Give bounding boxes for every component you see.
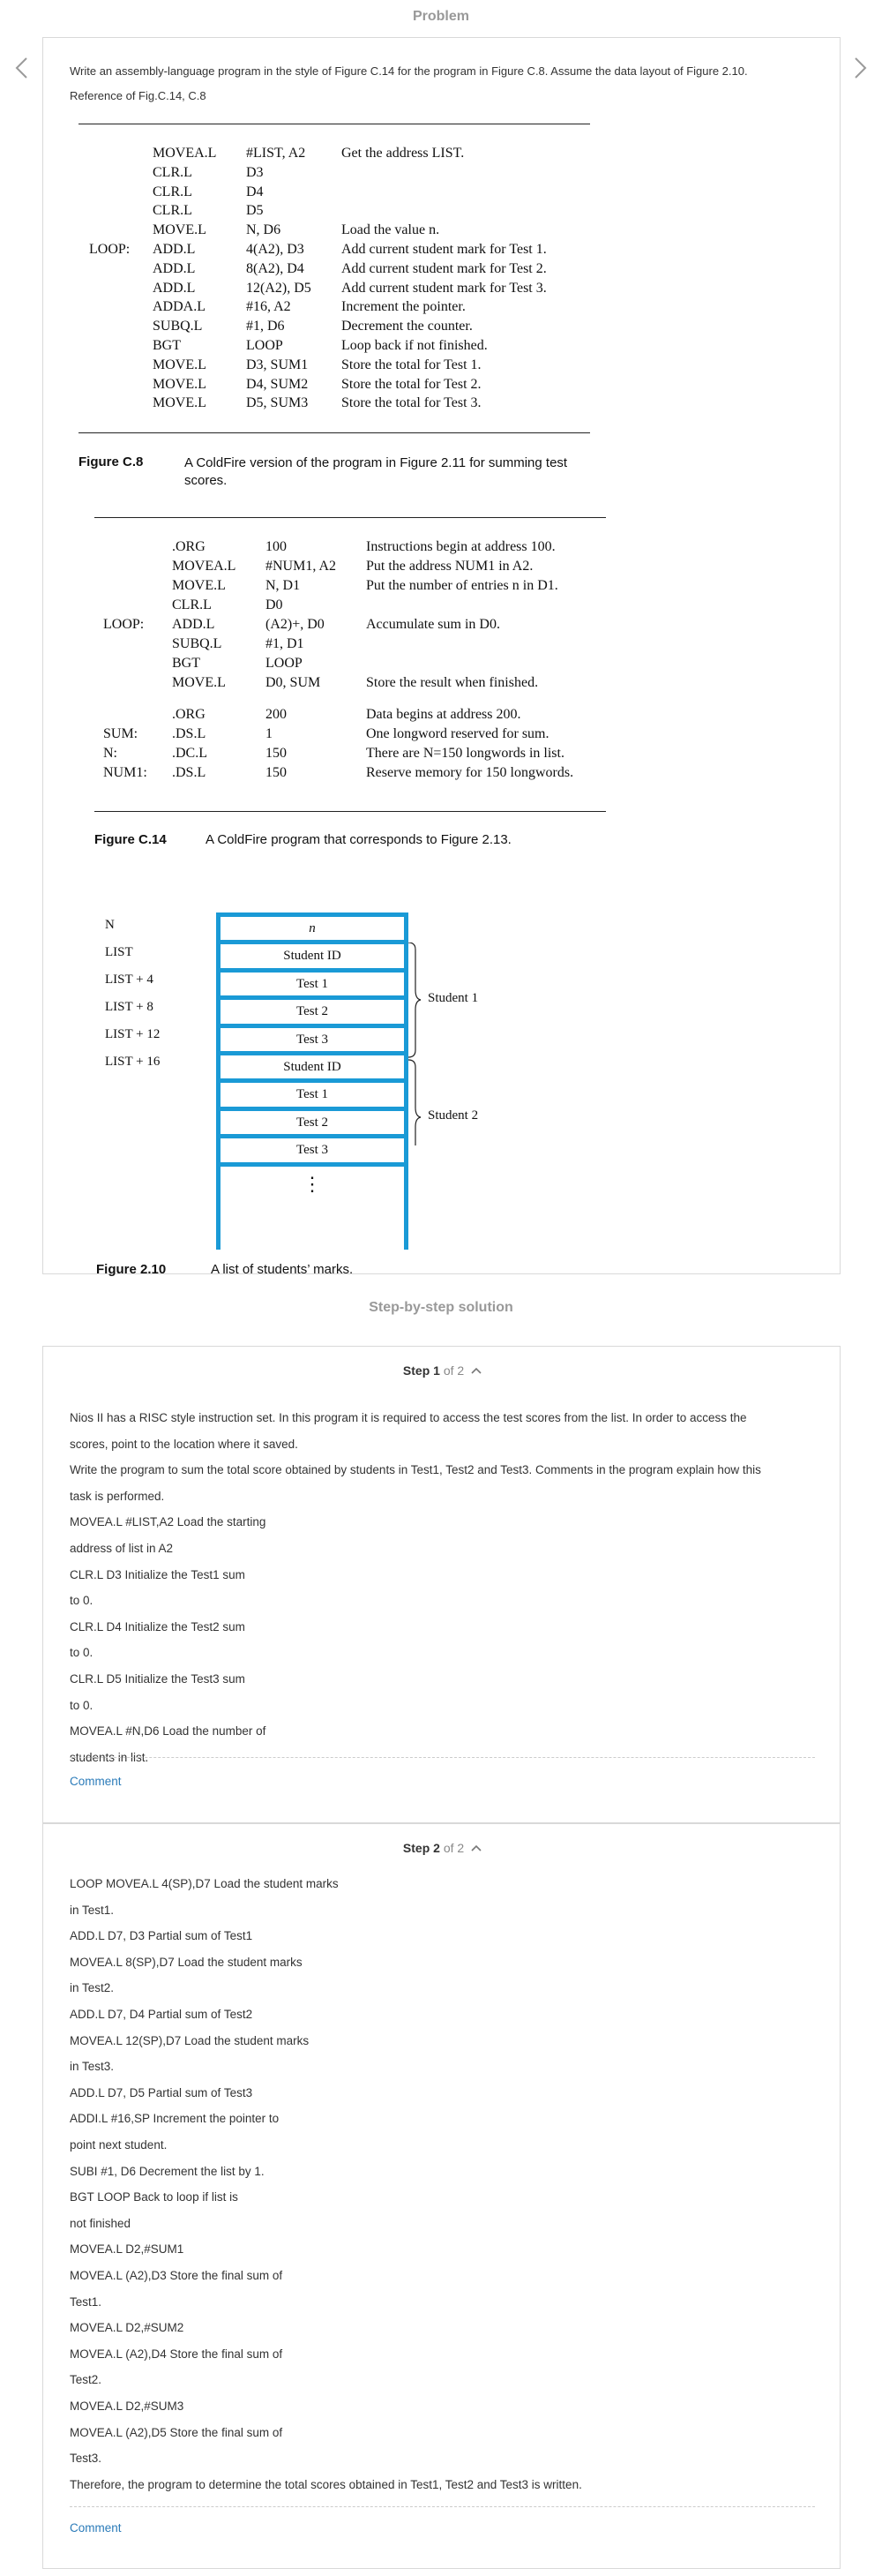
address-label: LIST + 8 <box>105 1000 153 1014</box>
code-arg: 150 <box>265 746 287 761</box>
address-label: LIST <box>105 945 133 959</box>
step2-line: ADD.L D7, D3 Partial sum of Test1 <box>70 1929 253 1943</box>
code-comment: There are N=150 longwords in list. <box>366 746 564 761</box>
step2-line: MOVEA.L (A2),D5 Store the final sum of <box>70 2425 283 2439</box>
step1-line: CLR.L D4 Initialize the Test2 sum <box>70 1619 245 1633</box>
code-arg: 1 <box>265 726 273 741</box>
code-op: CLR.L <box>153 203 192 219</box>
code-arg: #1, D6 <box>246 319 285 334</box>
code-comment: Put the address NUM1 in A2. <box>366 559 534 574</box>
solution-heading: Step-by-step solution <box>369 1300 513 1315</box>
problem-heading: Problem <box>412 9 469 24</box>
memory-ellipsis: ⋮ <box>303 1172 322 1195</box>
code-op: .ORG <box>172 539 206 554</box>
figure-c8-caption <box>78 454 608 490</box>
code-op: ADD.L <box>153 242 196 257</box>
memory-cell: Student ID <box>283 1060 341 1074</box>
code-op: MOVE.L <box>153 222 206 238</box>
code-op: SUBQ.L <box>153 319 203 334</box>
figure-2-10-caption-text: A list of students’ marks. <box>211 1262 354 1277</box>
memory-layout-grid <box>220 914 405 1250</box>
figure-c8-caption-number: Figure C.8 <box>78 454 144 469</box>
step1-line: CLR.L D5 Initialize the Test3 sum <box>70 1672 245 1686</box>
chevron-up-icon[interactable] <box>471 1844 482 1852</box>
memory-cell: Test 2 <box>295 1115 329 1130</box>
step2-line: Test3. <box>70 2452 102 2466</box>
code-op: .DS.L <box>172 726 206 741</box>
step2-line: BGT LOOP Back to loop if list is <box>70 2190 238 2204</box>
code-comment: Put the number of entries n in D1. <box>366 578 558 593</box>
figure-c8 <box>78 124 608 529</box>
code-arg: 100 <box>265 539 287 554</box>
step1-comment-link[interactable]: Comment <box>70 1775 122 1788</box>
figure-c14-caption-number: Figure C.14 <box>94 832 167 847</box>
chevron-right-icon <box>847 55 873 81</box>
code-comment: Reserve memory for 150 longwords. <box>366 765 574 780</box>
step1-line: to 0. <box>70 1594 93 1608</box>
code-op: CLR.L <box>172 597 212 612</box>
step1-line: students in list. <box>70 1750 149 1764</box>
step1-line: CLR.L D3 Initialize the Test1 sum <box>70 1567 245 1581</box>
code-label: LOOP: <box>89 242 131 257</box>
code-arg: D0 <box>265 597 283 612</box>
code-arg: 4(A2), D3 <box>246 242 304 257</box>
step2-line: ADDI.L #16,SP Increment the pointer to <box>70 2112 280 2126</box>
step1-line: address of list in A2 <box>70 1542 174 1555</box>
brace-group-icon <box>407 943 424 1145</box>
memory-cell: Student ID <box>283 949 341 964</box>
problem-statement: Write an assembly-language program in the style of Figure C.14 for the program in Figure C.8. Assume the data layout of Figure 2.10. <box>70 64 748 78</box>
memory-cell: Test 1 <box>295 1087 329 1102</box>
prev-arrow-button[interactable] <box>9 55 35 81</box>
code-comment: Increment the pointer. <box>341 299 466 315</box>
figure-c14-caption-text: A ColdFire program that corresponds to Figure 2.13. <box>206 832 512 847</box>
address-label: LIST + 16 <box>105 1055 161 1069</box>
code-comment: Add current student mark for Test 1. <box>341 242 547 257</box>
step2-comment-link[interactable]: Comment <box>70 2521 122 2535</box>
code-op: .DC.L <box>172 746 207 761</box>
group-label-student1: Student 1 <box>428 991 479 1005</box>
step2-line: in Test1. <box>70 1903 115 1917</box>
memory-cell: Test 3 <box>295 1143 329 1158</box>
step2-line: ADD.L D7, D5 Partial sum of Test3 <box>70 2085 253 2099</box>
step1-line: task is performed. <box>70 1489 165 1503</box>
chevron-left-icon <box>9 55 35 81</box>
step2-line: in Test3. <box>70 2060 115 2074</box>
step1-card <box>42 1346 841 1823</box>
figure-c8-bottom-rule <box>78 432 590 433</box>
code-op: MOVE.L <box>172 578 226 593</box>
figure-2-10-caption <box>96 1262 625 1277</box>
step1-line: MOVEA.L #N,D6 Load the number of <box>70 1724 266 1739</box>
code-arg: D0, SUM <box>265 675 321 690</box>
code-op: ADDA.L <box>153 299 206 315</box>
code-comment: Data begins at address 200. <box>366 707 521 722</box>
figure-2-10-caption-number: Figure 2.10 <box>96 1262 167 1277</box>
code-arg: 200 <box>265 707 287 722</box>
code-label: N: <box>103 746 117 761</box>
code-op: BGT <box>172 656 200 671</box>
code-arg: 8(A2), D4 <box>246 260 304 276</box>
step1-title: Step 1 <box>402 1363 440 1378</box>
step2-line: not finished <box>70 2216 131 2230</box>
step2-title: Step 2 <box>402 1841 440 1855</box>
code-op: CLR.L <box>153 164 192 180</box>
memory-cell: Test 2 <box>295 1004 329 1019</box>
step2-header[interactable] <box>43 1841 841 1855</box>
code-comment: Accumulate sum in D0. <box>366 617 500 632</box>
code-arg: D3 <box>246 164 264 180</box>
code-op: MOVE.L <box>153 357 206 372</box>
code-arg: (A2)+, D0 <box>265 617 325 632</box>
code-op: MOVE.L <box>153 395 206 411</box>
student2-brace <box>408 1060 421 1145</box>
code-op: ADD.L <box>172 617 215 632</box>
step2-line: MOVEA.L (A2),D4 Store the final sum of <box>70 2347 283 2361</box>
step1-line: to 0. <box>70 1646 93 1660</box>
code-arg: #NUM1, A2 <box>265 559 337 574</box>
step2-line: MOVEA.L (A2),D3 Store the final sum of <box>70 2269 283 2282</box>
next-arrow-button[interactable] <box>847 55 873 81</box>
code-arg: D5 <box>246 203 264 219</box>
code-arg: #16, A2 <box>246 299 291 315</box>
code-arg: D5, SUM3 <box>246 395 309 411</box>
step1-line: MOVEA.L #LIST,A2 Load the starting <box>70 1515 266 1529</box>
step2-line: LOOP MOVEA.L 4(SP),D7 Load the student marks <box>70 1877 339 1890</box>
step2-line: in Test2. <box>70 1981 115 1995</box>
code-comment: Store the total for Test 1. <box>341 357 482 372</box>
code-arg: D3, SUM1 <box>246 357 309 372</box>
figure-c14-top-rule <box>94 517 606 518</box>
code-comment: Store the result when finished. <box>366 675 539 690</box>
code-label: SUM: <box>103 726 138 741</box>
address-label: LIST + 4 <box>105 973 153 987</box>
code-arg: #LIST, A2 <box>246 146 306 161</box>
step1-count: of 2 <box>443 1363 465 1378</box>
problem-card <box>42 37 841 1277</box>
code-op: BGT <box>153 338 181 353</box>
figure-2-10 <box>96 867 625 1277</box>
code-comment: Decrement the counter. <box>341 319 473 334</box>
code-comment: Load the value n. <box>341 222 440 238</box>
step2-count: of 2 <box>443 1841 465 1855</box>
code-arg: LOOP <box>265 656 303 671</box>
code-op: .DS.L <box>172 765 206 780</box>
code-comment: Add current student mark for Test 3. <box>341 280 547 296</box>
code-arg: N, D6 <box>246 222 281 238</box>
step1-line: Nios II has a RISC style instruction set. In this program it is required to access the test scores from the list. In order to access the <box>70 1411 747 1424</box>
code-arg: 12(A2), D5 <box>246 280 311 296</box>
code-arg: LOOP <box>246 338 283 353</box>
code-arg: D4 <box>246 184 264 199</box>
step1-line: Write the program to sum the total score obtained by students in Test1, Test2 and Test3. Comments in the program explain how this <box>70 1463 761 1477</box>
figure-c14-caption <box>94 832 624 847</box>
code-op: MOVE.L <box>172 675 226 690</box>
code-op: .ORG <box>172 707 206 722</box>
address-label: LIST + 12 <box>105 1027 161 1041</box>
step2-line: Therefore, the program to determine the total scores obtained in Test1, Test2 and Test3 is written. <box>70 2477 582 2491</box>
code-op: MOVEA.L <box>172 559 236 574</box>
code-label: NUM1: <box>103 765 147 780</box>
code-comment: Store the total for Test 3. <box>341 395 482 411</box>
code-comment: One longword reserved for sum. <box>366 726 549 741</box>
code-comment: Loop back if not finished. <box>341 338 488 353</box>
step1-separator <box>70 1757 815 1758</box>
step2-line: ADD.L D7, D4 Partial sum of Test2 <box>70 2008 253 2021</box>
address-label: N <box>105 918 115 932</box>
step2-line: MOVEA.L D2,#SUM2 <box>70 2321 184 2335</box>
step2-line: point next student. <box>70 2138 168 2152</box>
code-arg: 150 <box>265 765 287 780</box>
step2-card <box>42 1823 841 2569</box>
step2-line: MOVEA.L 8(SP),D7 Load the student marks <box>70 1955 303 1969</box>
figure-c14 <box>94 517 624 888</box>
memory-cell: Test 3 <box>295 1032 329 1047</box>
step2-line: MOVEA.L 12(SP),D7 Load the student marks <box>70 2033 310 2047</box>
student1-brace <box>408 943 421 1057</box>
step1-line: to 0. <box>70 1698 93 1712</box>
code-op: ADD.L <box>153 280 196 296</box>
step2-line: Test2. <box>70 2373 102 2387</box>
step1-header[interactable] <box>43 1363 841 1378</box>
step2-line: Test1. <box>70 2294 102 2309</box>
problem-reference: Reference of Fig.C.14, C.8 <box>70 89 206 102</box>
code-op: MOVEA.L <box>153 146 217 161</box>
code-op: ADD.L <box>153 260 196 276</box>
step1-line: scores, point to the location where it saved. <box>70 1437 298 1451</box>
memory-cell: n <box>309 921 316 935</box>
code-op: MOVE.L <box>153 376 206 392</box>
code-arg: N, D1 <box>265 578 301 593</box>
code-comment: Add current student mark for Test 2. <box>341 260 547 276</box>
code-comment: Get the address LIST. <box>341 146 465 161</box>
figure-c8-caption-text: A ColdFire version of the program in Figure 2.11 for summing test scores. <box>184 455 568 488</box>
code-op: CLR.L <box>153 184 192 199</box>
memory-cell: Test 1 <box>295 976 329 991</box>
code-op: SUBQ.L <box>172 636 222 651</box>
chevron-up-icon[interactable] <box>471 1366 482 1375</box>
step2-separator <box>70 2506 815 2507</box>
step2-line: MOVEA.L D2,#SUM3 <box>70 2400 184 2413</box>
code-comment: Store the total for Test 2. <box>341 376 482 392</box>
code-arg: #1, D1 <box>265 636 304 651</box>
code-label: LOOP: <box>103 617 145 632</box>
step2-line: MOVEA.L D2,#SUM1 <box>70 2242 184 2257</box>
figure-c14-bottom-rule <box>94 811 606 812</box>
step2-line: SUBI #1, D6 Decrement the list by 1. <box>70 2164 265 2178</box>
code-arg: D4, SUM2 <box>246 376 309 392</box>
group-label-student2: Student 2 <box>428 1108 479 1123</box>
code-comment: Instructions begin at address 100. <box>366 539 556 554</box>
